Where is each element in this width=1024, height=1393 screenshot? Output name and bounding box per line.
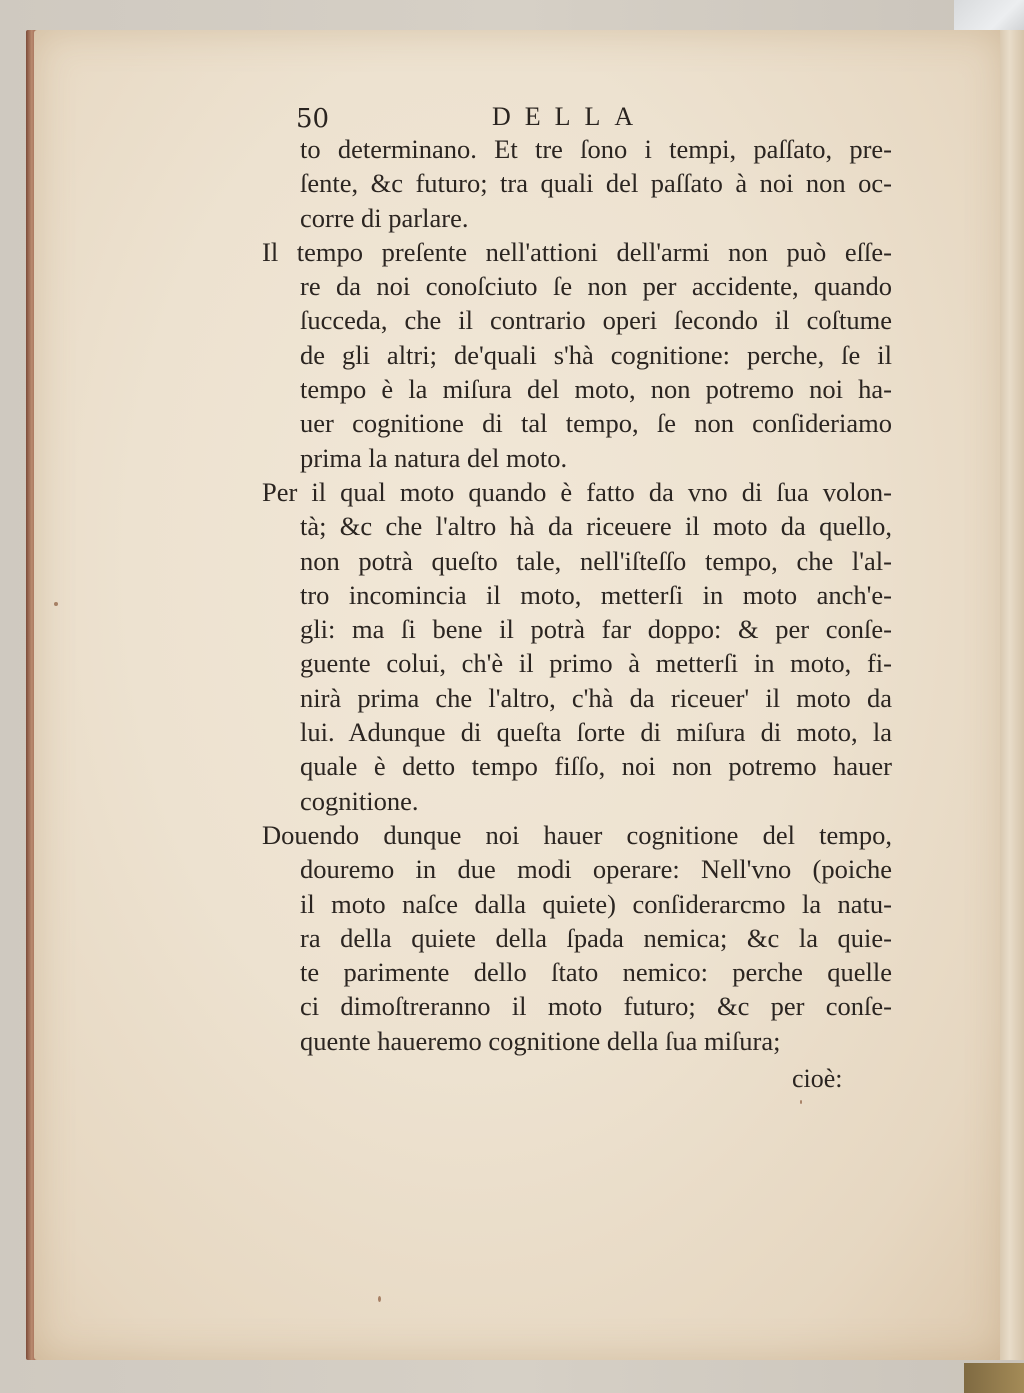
text-line: il moto naſce dalla quiete) conſiderarcmo la natu-: [300, 888, 892, 919]
page-gutter: [1000, 30, 1024, 1360]
running-head: DELLA: [492, 102, 648, 131]
text-line: to determinano. Et tre ſono i tempi, paſſato, pre-: [300, 134, 892, 164]
binding-strip: [964, 1363, 1024, 1393]
text-line: ſente, &c futuro; tra quali del paſſato à noi non oc-: [300, 168, 892, 199]
text-line: te parimente dello ſtato nemico: perche quelle: [300, 957, 892, 988]
text-line: uer cognitione di tal tempo, ſe non conſideriamo: [300, 408, 892, 439]
text-line: douremo in due modi operare: Nell'vno (poiche: [300, 854, 892, 885]
paper-speck: [54, 602, 58, 606]
text-line: ra della quiete della ſpada nemica; &c la quie-: [300, 922, 892, 953]
page-number: 50: [296, 104, 330, 134]
text-line: Il tempo preſente nell'attioni dell'armi non può eſſe-: [262, 236, 892, 267]
text-line: gli: ma ſi bene il potrà far doppo: & per conſe-: [300, 614, 892, 645]
text-line: nirà prima che l'altro, c'hà da riceuer' il moto da: [300, 682, 892, 713]
text-line: non potrà queſto tale, nell'iſteſſo tempo, che l'al-: [300, 545, 892, 576]
text-line: tà; &c che l'altro hà da riceuere il moto da quello,: [300, 511, 892, 542]
paper-speck: [378, 1296, 381, 1302]
text-line: lui. Adunque di queſta ſorte di miſura di moto, la: [300, 717, 892, 748]
text-line: Per il qual moto quando è fatto da vno di ſua volon-: [262, 476, 892, 507]
body-text: [262, 132, 892, 1058]
text-line: tempo è la miſura del moto, non potremo noi ha-: [300, 374, 892, 405]
text-line: prima la natura del moto.: [300, 442, 568, 473]
text-line: tro incomincia il moto, metterſi in moto anch'e-: [300, 579, 892, 610]
paper-speck: [800, 1100, 802, 1104]
text-line: quale è detto tempo fiſſo, noi non potremo hauer: [300, 751, 892, 782]
catchword: cioè:: [792, 1064, 843, 1093]
text-line: quente haueremo cognitione della ſua miſura;: [300, 1025, 781, 1056]
text-line: re da noi conoſciuto ſe non per accidente, quando: [300, 271, 892, 302]
text-line: guente colui, ch'è il primo à metterſi in moto, fi-: [300, 648, 892, 679]
text-line: de gli altri; de'quali s'hà cognitione: perche, ſe il: [300, 339, 892, 370]
text-line: Douendo dunque noi hauer cognitione del tempo,: [262, 819, 892, 850]
text-line: ſucceda, che il contrario operi ſecondo il coſtume: [300, 305, 892, 336]
text-line: ci dimoſtreranno il moto futuro; &c per conſe-: [300, 991, 892, 1022]
text-line: corre di parlare.: [300, 202, 469, 233]
text-line: cognitione.: [300, 785, 419, 816]
